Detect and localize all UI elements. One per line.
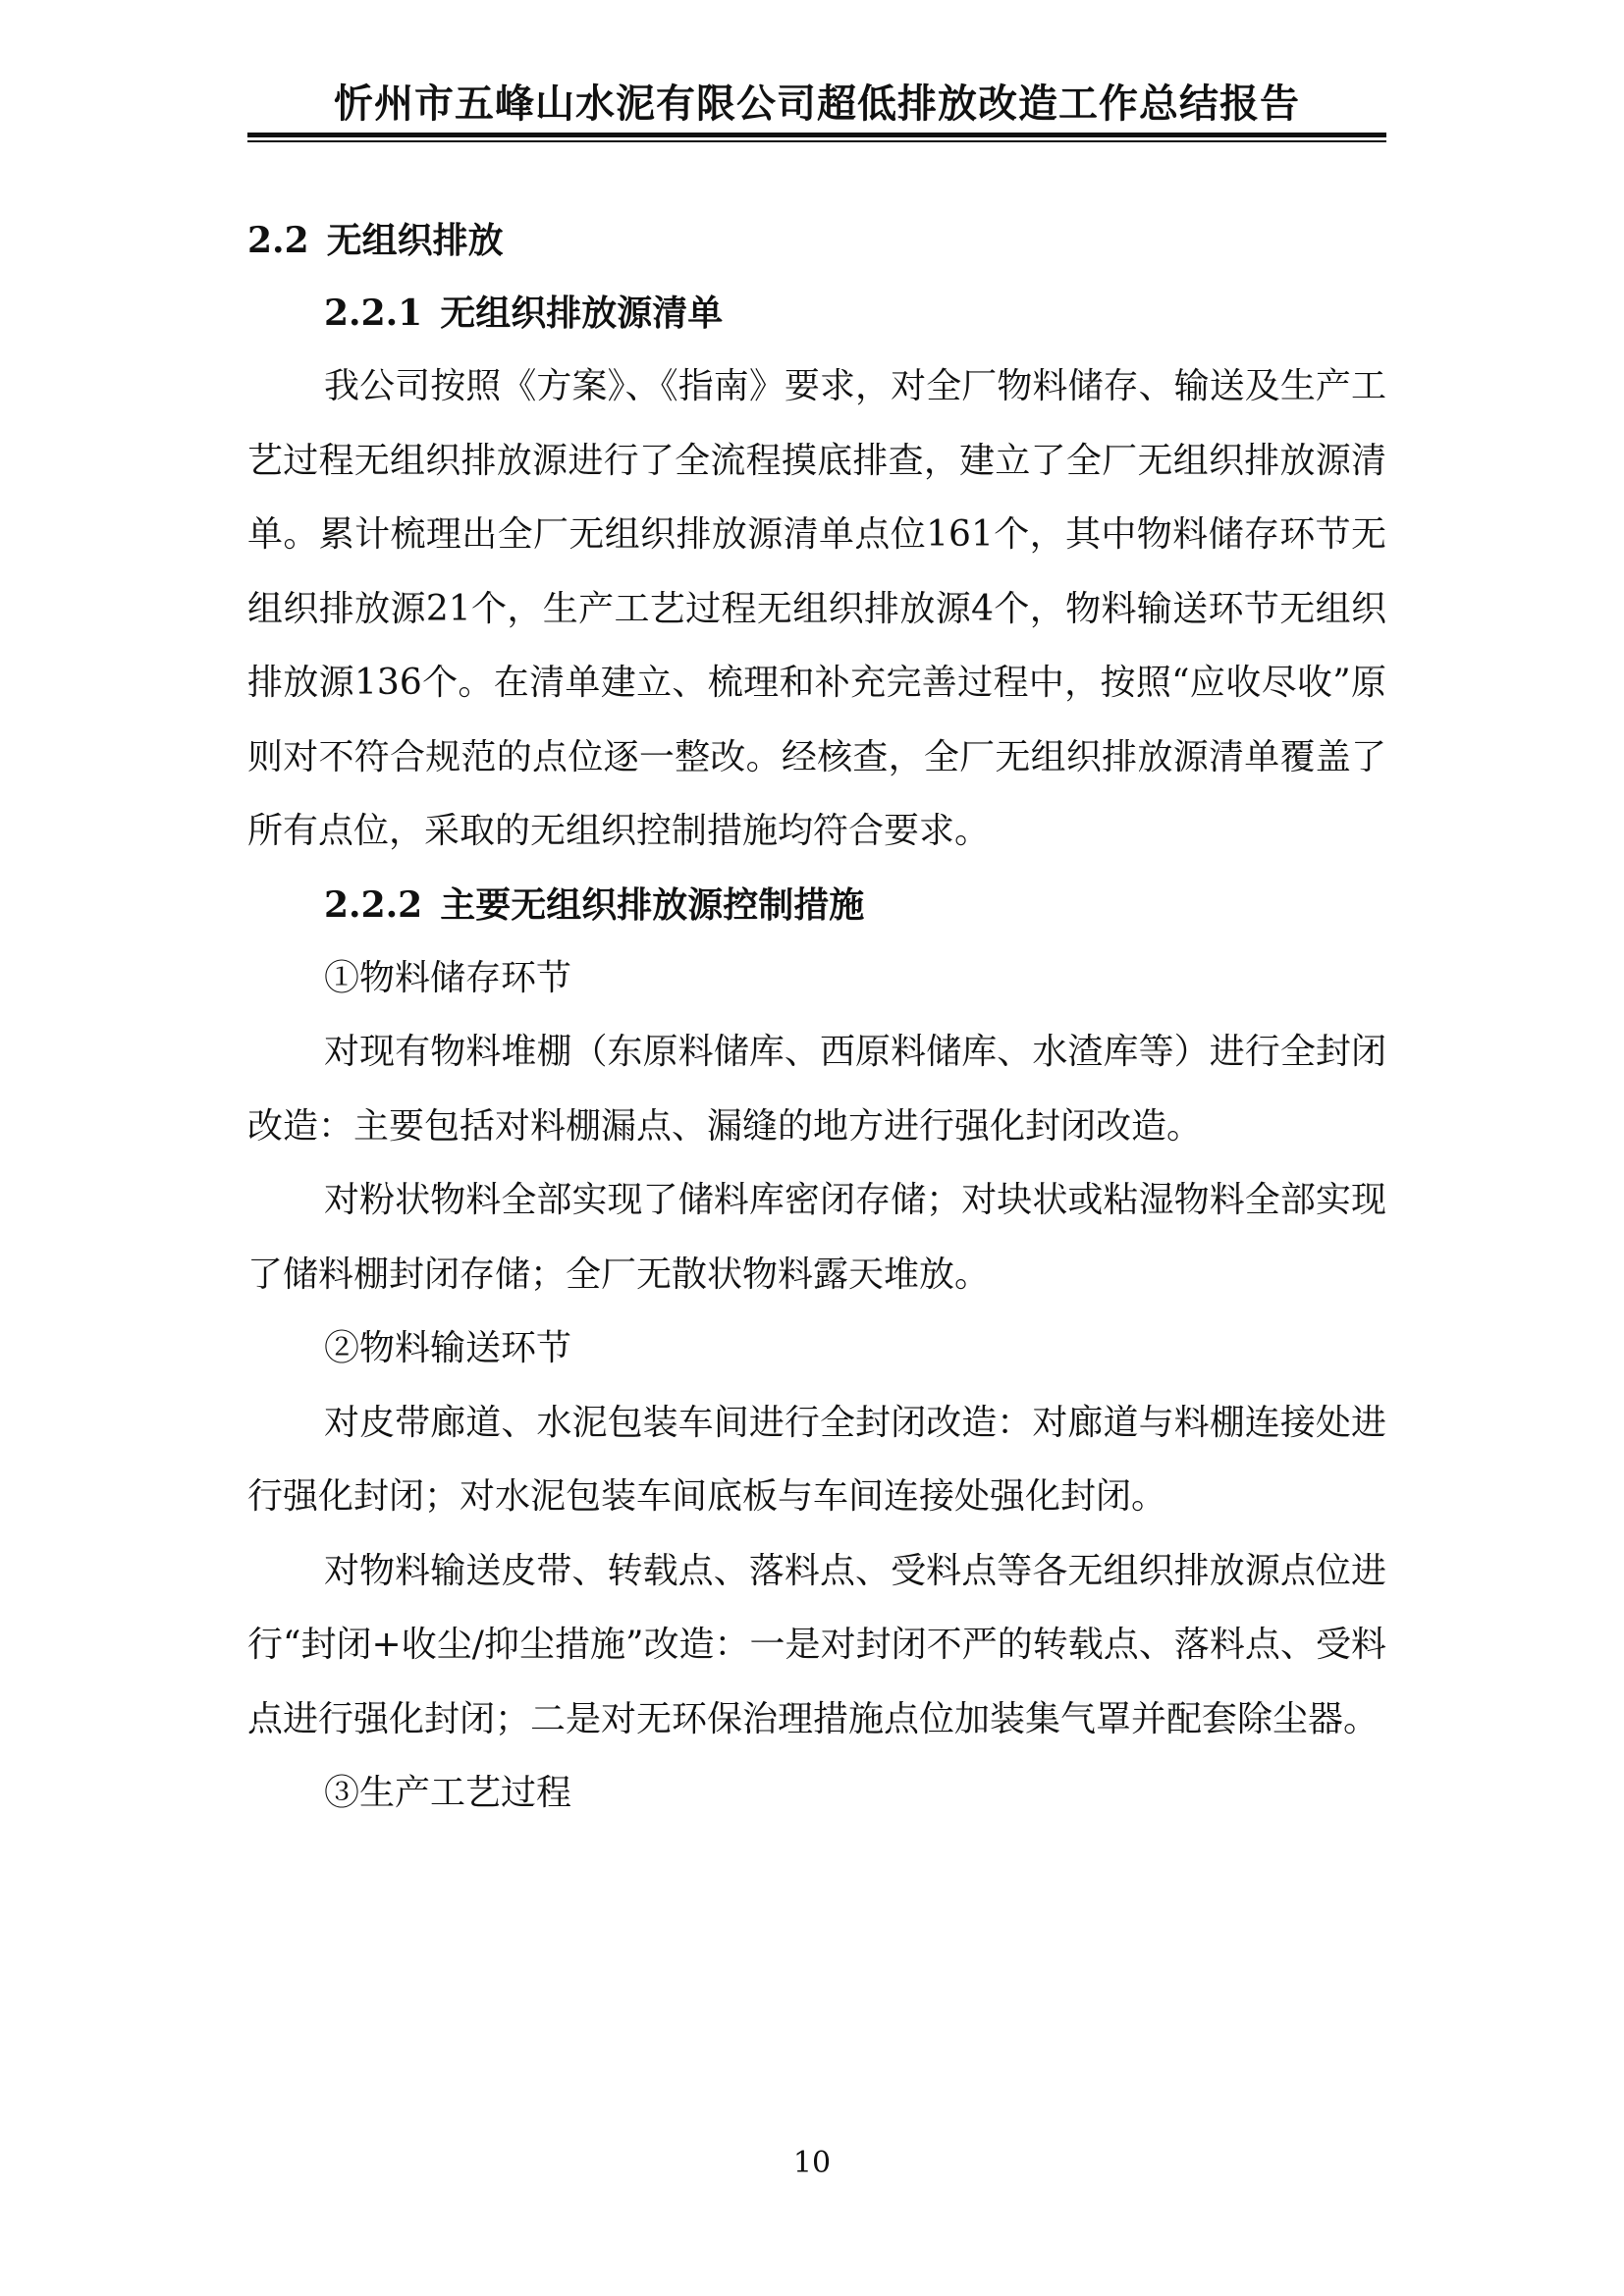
paragraph: 对现有物料堆棚（东原料储库、西原料储库、水渣库等）进行全封闭改造：主要包括对料棚漏点、漏缝的地方进行强化封闭改造。 — [247, 1032, 1386, 1147]
subsection-number: 2.2.2 — [324, 883, 423, 926]
subsection-number: 2.2.1 — [324, 293, 423, 334]
paragraph: 我公司按照《方案》、《指南》要求，对全厂物料储存、输送及生产工艺过程无组织排放源进行了全流程摸底排查，建立了全厂无组织排放源清单。累计梳理出全厂无组织排放源清单点位161个，其中物料储存环节无组织排放源21个，生产工艺过程无组织排放源4个，物料输送环节无组织排放源136个。在清单建立、梳理和补充完善过程中，按照“应收尽收”原则对不符合规范的点位逐一整改。经核查，全厂无组织排放源清单覆盖了所有点位，采取的无组织控制措施均符合要求。 — [247, 366, 1386, 851]
subsection-title: 主要无组织排放源控制措施 — [440, 883, 865, 926]
list-item-heading: ②物料输送环节 — [324, 1328, 572, 1368]
subsection-heading — [247, 277, 1386, 349]
list-item-heading: ③生产工艺过程 — [324, 1773, 572, 1813]
section-number: 2.2 — [247, 220, 309, 261]
header-rule-thin — [247, 140, 1386, 142]
subsection-title: 无组织排放源清单 — [440, 293, 724, 334]
paragraph: 对物料输送皮带、转载点、落料点、受料点等各无组织排放源点位进行“封闭+收尘/抑尘措施”改造：一是对封闭不严的转载点、落料点、受料点进行强化封闭；二是对无环保治理措施点位加装集气罩并配套除尘器。 — [247, 1550, 1386, 1739]
page-number: 10 — [792, 2146, 832, 2180]
paragraph: 对粉状物料全部实现了储料库密闭存储；对块状或粘湿物料全部实现了储料棚封闭存储；全厂无散状物料露天堆放。 — [247, 1180, 1386, 1295]
paragraph: 对皮带廊道、水泥包装车间进行全封闭改造：对廊道与料棚连接处进行强化封闭；对水泥包装车间底板与车间连接处强化封闭。 — [247, 1402, 1386, 1517]
subsection-heading — [247, 869, 1386, 941]
list-item-heading: ①物料储存环节 — [324, 957, 572, 998]
section-title: 无组织排放 — [326, 220, 504, 261]
section-heading — [247, 204, 1386, 277]
document-body — [247, 204, 1386, 1831]
header-rule-thick — [247, 133, 1386, 137]
header-title: 忻州市五峰山水泥有限公司超低排放改造工作总结报告 — [334, 80, 1300, 127]
